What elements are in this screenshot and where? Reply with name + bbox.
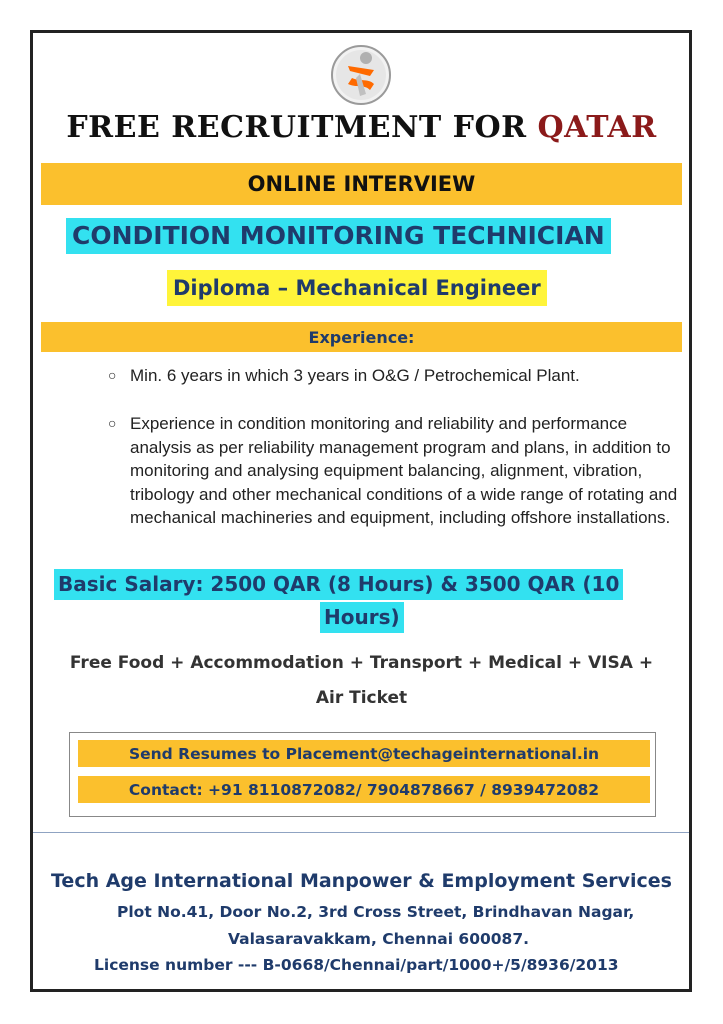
experience-heading: Experience:	[41, 322, 682, 352]
title-country: QATAR	[537, 110, 657, 145]
address-line-1: Plot No.41, Door No.2, 3rd Cross Street, Brindhavan Nagar,	[117, 903, 635, 921]
bullet-circle-icon: ○	[108, 367, 117, 383]
benefits-line-1: Free Food + Accommodation + Transport + Medical + VISA +	[69, 653, 654, 673]
experience-item-text: Min. 6 years in which 3 years in O&G / Petrochemical Plant.	[130, 366, 580, 385]
job-title: CONDITION MONITORING TECHNICIAN	[66, 218, 611, 254]
title-main: FREE RECRUITMENT FOR	[66, 110, 538, 145]
experience-item-text: Experience in condition monitoring and reliability and performance analysis as per reliability management program and plans, in addition to monitoring and analysing equipment balancing, alignment, vibration, tribology and other mechanical conditions of a wide range of rotating and mechanical machineries and equipment, including offshore installations.	[130, 414, 678, 527]
online-interview-banner: ONLINE INTERVIEW	[41, 163, 682, 205]
footer-divider	[33, 832, 689, 833]
salary-line-2: Hours)	[320, 602, 404, 633]
experience-item	[108, 364, 678, 388]
bullet-circle-icon: ○	[108, 415, 117, 431]
experience-item	[108, 412, 678, 530]
company-name: Tech Age International Manpower & Employment Services	[51, 870, 672, 892]
license-number: License number --- B-0668/Chennai/part/1000+/5/8936/2013	[94, 956, 619, 974]
salary-line-1: Basic Salary: 2500 QAR (8 Hours) & 3500 QAR (10	[54, 569, 623, 600]
phone-line[interactable]: Contact: +91 8110872082/ 7904878667 / 8939472082	[78, 776, 650, 803]
email-line[interactable]: Send Resumes to Placement@techageinternational.in	[78, 740, 650, 767]
benefits-line-2: Air Ticket	[315, 688, 408, 708]
address-line-2: Valasaravakkam, Chennai 600087.	[228, 930, 530, 948]
page-title	[0, 110, 723, 145]
company-logo	[330, 44, 392, 106]
qualification-label: Diploma – Mechanical Engineer	[167, 270, 547, 306]
